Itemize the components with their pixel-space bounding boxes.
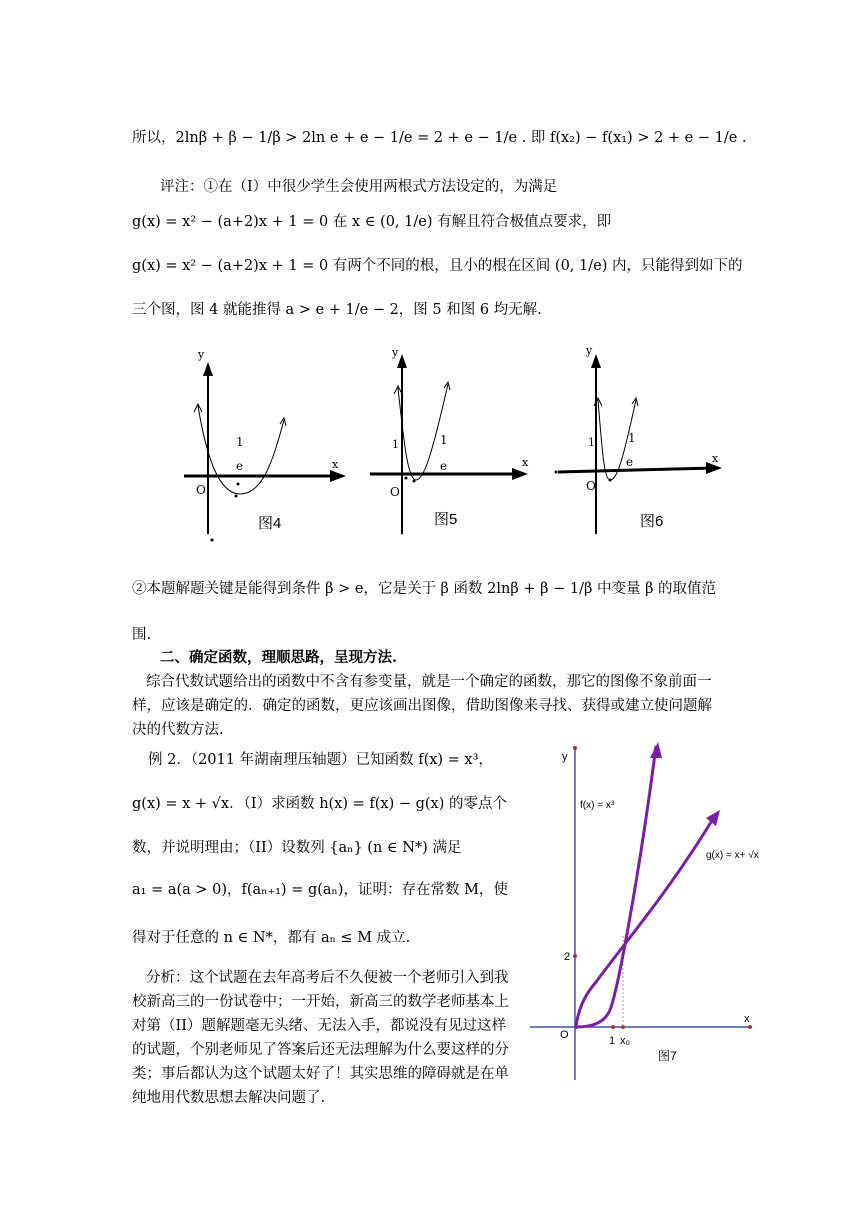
figure-7 — [530, 740, 770, 1090]
fig6-y-one: 1 — [588, 436, 595, 449]
fig5-y-label: y — [392, 346, 399, 359]
fig5-origin: O — [390, 485, 400, 499]
f-curve — [576, 746, 656, 1027]
fig6-caption: 图6 — [640, 513, 664, 530]
example-line-2: g(x) = x + √x．（I）求函数 h(x) = f(x) − g(x) 的零点个 — [132, 796, 507, 812]
analysis-line-5: 类；事后都认为这个试题太好了！其实思维的障碍就是在单 — [132, 1066, 509, 1082]
fig6-x-label: x — [712, 452, 719, 465]
fig5-y-one: 1 — [392, 438, 399, 451]
fig6-one: 1 — [628, 431, 636, 445]
fig7-g-label: g(x) = x+ √x — [706, 850, 759, 861]
para-line-1: 综合代数试题给出的函数中不含有参变量，就是一个确定的函数，那它的图像不象前面一 — [146, 674, 712, 690]
fig5-one: 1 — [440, 433, 448, 447]
para-line-3: 决的代数方法. — [132, 722, 224, 738]
fig6-origin: O — [586, 479, 596, 493]
fig6-y-label: y — [586, 344, 593, 357]
fig4-caption: 图4 — [258, 515, 282, 532]
fig7-y-label: y — [562, 751, 568, 763]
comment-line-2: g(x) = x² − (a+2)x + 1 = 0 在 x ∈ (0, 1/e) 有解且符合极值点要求，即 — [132, 214, 612, 230]
key-point-line: ②本题解题关键是能得到条件 β > e，它是关于 β 函数 2lnβ + β − 1/β 中变量 β 的取值范 — [132, 581, 717, 597]
analysis-line-4: 的试题，个别老师见了答案后还无法理解为什么要这样的分 — [132, 1042, 509, 1058]
fig7-xtick-1: 1 — [609, 1035, 616, 1047]
fig4-origin: O — [196, 483, 206, 497]
analysis-line-2: 校新高三的一份试卷中；一开始，新高三的数学老师基本上 — [132, 994, 509, 1010]
analysis-line-1: 分析：这个试题在去年高考后不久便被一个老师引入到我 — [146, 970, 509, 986]
figure-4 — [180, 344, 350, 544]
fig5-caption: 图5 — [434, 511, 458, 528]
fig7-ytick-2: 2 — [564, 951, 571, 963]
key-point-line-2: 围. — [132, 627, 152, 643]
comment-line-1: 评注：①在（I）中很少学生会使用两根式方法设定的，为满足 — [160, 179, 558, 195]
fig5-x-label: x — [522, 456, 529, 469]
example-line-1: 例 2．（2011 年湖南理压轴题）已知函数 f(x) = x³， — [148, 752, 493, 768]
g-curve — [576, 814, 716, 1027]
conclusion-line: 所以，2lnβ + β − 1/β > 2ln e + e − 1/e = 2 + e − 1/e . 即 f(x₂) − f(x₁) > 2 + e − 1/e . — [132, 130, 747, 146]
fig7-f-label: f(x) = x³ — [580, 800, 615, 811]
fig7-origin: O — [560, 1029, 569, 1041]
comment-line-4: 三个图，图 4 就能推得 a > e + 1/e − 2，图 5 和图 6 均无解. — [132, 302, 542, 318]
fig5-e: e — [440, 459, 448, 473]
fig4-y-label: y — [198, 348, 205, 361]
analysis-line-6: 纯地用代数思想去解决问题了. — [132, 1090, 326, 1106]
fig4-one: 1 — [236, 435, 244, 449]
figure-6 — [550, 344, 730, 544]
comment-line-3: g(x) = x² − (a+2)x + 1 = 0 有两个不同的根，且小的根在区间 (0, 1/e) 内，只能得到如下的 — [132, 258, 743, 274]
fig7-caption: 图7 — [658, 1049, 677, 1063]
fig7-xtick-x0: x₀ — [620, 1035, 631, 1047]
figure-5 — [370, 344, 540, 544]
para-line-2: 样，应该是确定的．确定的函数，更应该画出图像，借助图像来寻找、获得或建立使问题解 — [132, 698, 712, 714]
example-line-5: 得对于任意的 n ∈ N*，都有 aₙ ≤ M 成立. — [132, 930, 411, 946]
fig7-x-label: x — [744, 1013, 750, 1025]
analysis-line-3: 对第（II）题解题毫无头绪、无法入手，都说没有见过这样 — [132, 1018, 506, 1034]
fig4-x-label: x — [332, 458, 339, 471]
example-line-4: a₁ = a(a > 0)，f(aₙ₊₁) = g(aₙ)，证明：存在常数 M，使 — [132, 882, 508, 898]
example-line-3: 数，并说明理由；（II）设数列 {aₙ} (n ∈ N*) 满足 — [132, 840, 462, 856]
section-heading: 二、确定函数，理顺思路，呈现方法. — [160, 649, 398, 666]
fig6-e: e — [626, 455, 634, 469]
fig4-e: e — [236, 459, 244, 473]
